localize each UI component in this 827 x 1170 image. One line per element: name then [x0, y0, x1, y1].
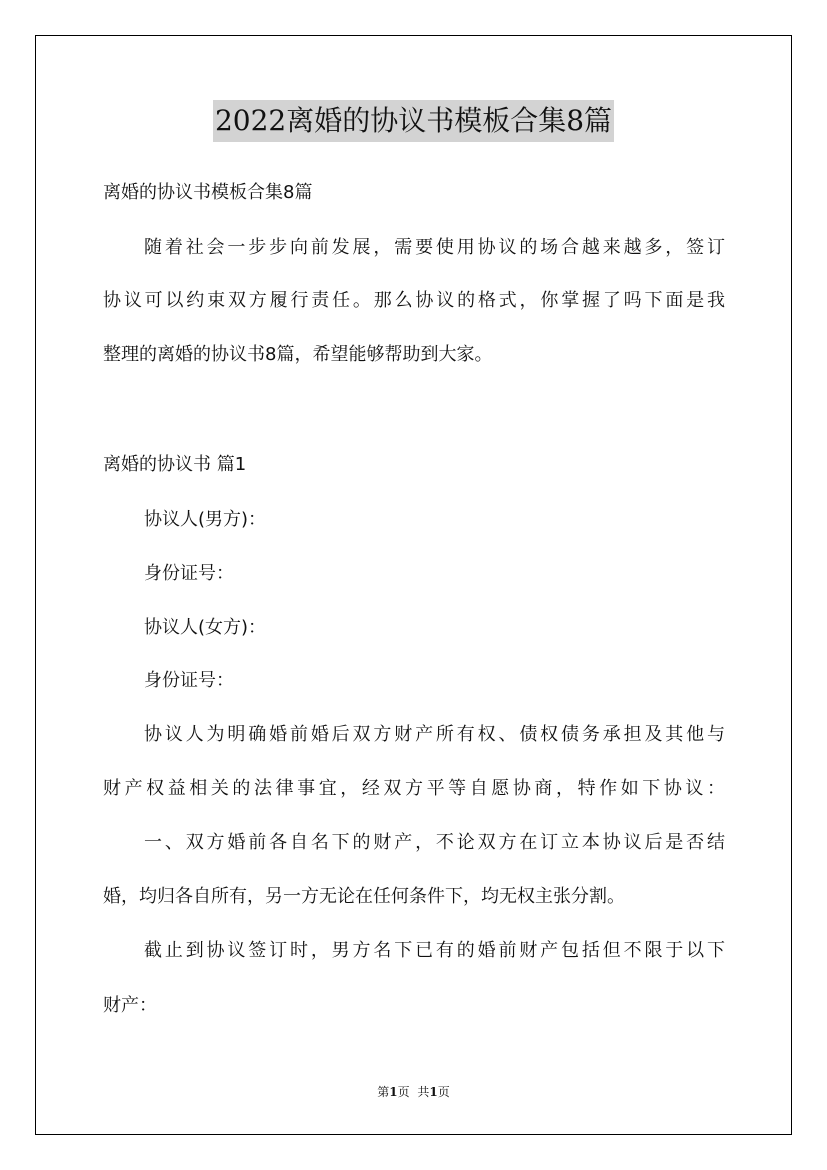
body-line-2: 财产权益相关的法律事宜，经双方平等自愿协商，特作如下协议：	[103, 778, 725, 799]
footer-total-suffix: 页	[437, 1085, 450, 1099]
footer-page-number: 1	[389, 1085, 398, 1099]
document-title: 2022离婚的协议书模板合集8篇	[213, 100, 614, 142]
footer-total-prefix: 共	[417, 1085, 430, 1099]
section-heading: 离婚的协议书 篇1	[103, 454, 247, 475]
footer-page-suffix: 页	[397, 1085, 410, 1099]
document-subtitle: 离婚的协议书模板合集8篇	[103, 182, 313, 203]
body-line-4: 婚，均归各自所有，另一方无论在任何条件下，均无权主张分割。	[103, 886, 625, 907]
intro-line-3: 整理的离婚的协议书8篇，希望能够帮助到大家。	[103, 344, 493, 365]
footer-total-number: 1	[429, 1085, 438, 1099]
field-man: 协议人(男方)：	[144, 509, 267, 530]
intro-line-1: 随着社会一步步向前发展，需要使用协议的场合越来越多，签订	[144, 237, 725, 258]
footer-page-prefix: 第	[377, 1085, 390, 1099]
page-footer	[0, 1083, 827, 1100]
intro-line-2: 协议可以约束双方履行责任。那么协议的格式，你掌握了吗下面是我	[103, 290, 725, 311]
body-line-1: 协议人为明确婚前婚后双方财产所有权、债权债务承担及其他与	[144, 724, 725, 745]
body-line-6: 财产：	[103, 995, 157, 1016]
body-line-3: 一、双方婚前各自名下的财产，不论双方在订立本协议后是否结	[144, 832, 725, 853]
body-line-5: 截止到协议签订时，男方名下已有的婚前财产包括但不限于以下	[144, 940, 725, 961]
field-woman: 协议人(女方)：	[144, 617, 267, 638]
field-woman-id: 身份证号：	[144, 670, 234, 691]
field-man-id: 身份证号：	[144, 563, 234, 584]
title-wrapper	[0, 100, 827, 142]
